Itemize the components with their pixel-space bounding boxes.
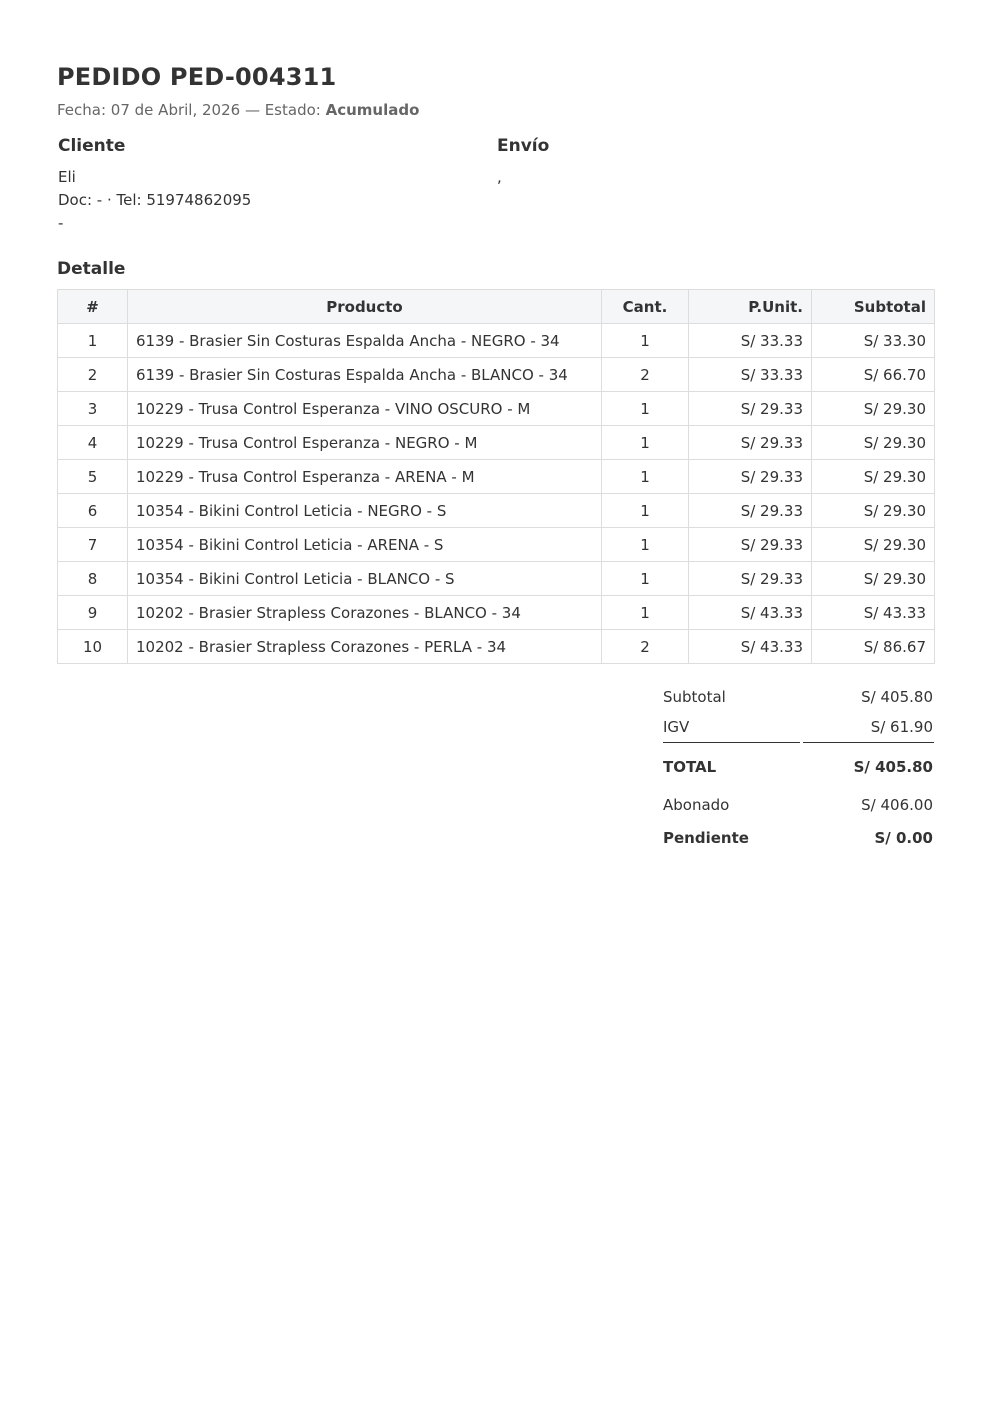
- cell-subtotal: S/ 29.30: [812, 392, 935, 426]
- cell-num: 9: [58, 596, 128, 630]
- table-header-row: [58, 290, 935, 324]
- table-row: [58, 358, 935, 392]
- col-header-qty: Cant.: [602, 290, 689, 324]
- cell-subtotal: S/ 29.30: [812, 528, 935, 562]
- cell-subtotal: S/ 66.70: [812, 358, 935, 392]
- cell-qty: 2: [602, 630, 689, 664]
- order-document: [57, 62, 935, 847]
- order-meta: [57, 100, 935, 120]
- shipping-block: [497, 134, 549, 189]
- cell-num: 3: [58, 392, 128, 426]
- table-row: [58, 562, 935, 596]
- col-header-num: #: [58, 290, 128, 324]
- col-header-subtotal: Subtotal: [812, 290, 935, 324]
- cell-product: 10354 - Bikini Control Leticia - BLANCO - S: [128, 562, 602, 596]
- igv-value: S/ 61.90: [870, 718, 933, 736]
- cell-qty: 1: [602, 562, 689, 596]
- cell-subtotal: S/ 29.30: [812, 562, 935, 596]
- order-date: Fecha: 07 de Abril, 2026 — Estado:: [57, 101, 326, 119]
- cell-unit-price: S/ 29.33: [689, 494, 812, 528]
- table-row: [58, 426, 935, 460]
- cell-unit-price: S/ 33.33: [689, 324, 812, 358]
- cell-num: 4: [58, 426, 128, 460]
- cell-product: 10202 - Brasier Strapless Corazones - PERLA - 34: [128, 630, 602, 664]
- parties-section: [57, 134, 935, 254]
- divider-right: [803, 742, 934, 743]
- items-table: [57, 289, 935, 664]
- cell-subtotal: S/ 43.33: [812, 596, 935, 630]
- igv-row: [662, 712, 935, 742]
- table-row: [58, 528, 935, 562]
- client-name: Eli: [58, 168, 76, 186]
- client-block: [58, 134, 251, 235]
- cell-subtotal: S/ 33.30: [812, 324, 935, 358]
- total-row: [662, 752, 935, 782]
- abonado-value: S/ 406.00: [861, 796, 933, 814]
- page-title: PEDIDO PED-004311: [57, 63, 337, 91]
- divider-left: [663, 742, 800, 743]
- cell-product: 10229 - Trusa Control Esperanza - NEGRO - M: [128, 426, 602, 460]
- totals-block: [662, 682, 935, 856]
- cell-product: 10229 - Trusa Control Esperanza - ARENA - M: [128, 460, 602, 494]
- subtotal-value: S/ 405.80: [861, 688, 933, 706]
- totals-divider: [662, 742, 935, 744]
- cell-product: 10354 - Bikini Control Leticia - ARENA - S: [128, 528, 602, 562]
- cell-unit-price: S/ 43.33: [689, 596, 812, 630]
- pendiente-row: [662, 820, 935, 856]
- table-row: [58, 494, 935, 528]
- cell-product: 6139 - Brasier Sin Costuras Espalda Ancha - NEGRO - 34: [128, 324, 602, 358]
- cell-unit-price: S/ 33.33: [689, 358, 812, 392]
- table-row: [58, 324, 935, 358]
- cell-unit-price: S/ 29.33: [689, 528, 812, 562]
- cell-num: 10: [58, 630, 128, 664]
- pendiente-label: Pendiente: [663, 829, 749, 847]
- cell-qty: 1: [602, 596, 689, 630]
- total-label: TOTAL: [663, 758, 717, 776]
- cell-unit-price: S/ 43.33: [689, 630, 812, 664]
- cell-qty: 1: [602, 324, 689, 358]
- cell-unit-price: S/ 29.33: [689, 426, 812, 460]
- cell-product: 10202 - Brasier Strapless Corazones - BLANCO - 34: [128, 596, 602, 630]
- col-header-product: Producto: [128, 290, 602, 324]
- cell-qty: 2: [602, 358, 689, 392]
- cell-qty: 1: [602, 528, 689, 562]
- client-doc-tel: Doc: - · Tel: 51974862095: [58, 191, 252, 209]
- table-row: [58, 460, 935, 494]
- subtotal-label: Subtotal: [663, 688, 726, 706]
- cell-num: 5: [58, 460, 128, 494]
- client-extra: -: [58, 214, 64, 232]
- cell-num: 2: [58, 358, 128, 392]
- cell-unit-price: S/ 29.33: [689, 460, 812, 494]
- cell-product: 10354 - Bikini Control Leticia - NEGRO - S: [128, 494, 602, 528]
- shipping-address: ,: [497, 168, 502, 186]
- igv-label: IGV: [663, 718, 690, 736]
- cell-qty: 1: [602, 426, 689, 460]
- subtotal-row: [662, 682, 935, 712]
- table-row: [58, 596, 935, 630]
- col-header-unit-price: P.Unit.: [689, 290, 812, 324]
- cell-subtotal: S/ 29.30: [812, 460, 935, 494]
- cell-qty: 1: [602, 460, 689, 494]
- cell-product: 10229 - Trusa Control Esperanza - VINO OSCURO - M: [128, 392, 602, 426]
- cell-unit-price: S/ 29.33: [689, 392, 812, 426]
- shipping-heading: Envío: [497, 136, 550, 156]
- cell-subtotal: S/ 29.30: [812, 494, 935, 528]
- total-value: S/ 405.80: [853, 758, 933, 776]
- client-heading: Cliente: [58, 136, 126, 156]
- cell-subtotal: S/ 86.67: [812, 630, 935, 664]
- abonado-label: Abonado: [663, 796, 730, 814]
- cell-num: 1: [58, 324, 128, 358]
- cell-num: 8: [58, 562, 128, 596]
- cell-qty: 1: [602, 494, 689, 528]
- abonado-row: [662, 790, 935, 820]
- cell-product: 6139 - Brasier Sin Costuras Espalda Ancha - BLANCO - 34: [128, 358, 602, 392]
- cell-qty: 1: [602, 392, 689, 426]
- table-row: [58, 630, 935, 664]
- cell-num: 6: [58, 494, 128, 528]
- cell-num: 7: [58, 528, 128, 562]
- pendiente-value: S/ 0.00: [874, 829, 933, 847]
- cell-unit-price: S/ 29.33: [689, 562, 812, 596]
- table-row: [58, 392, 935, 426]
- status-badge: Acumulado: [325, 101, 420, 119]
- cell-subtotal: S/ 29.30: [812, 426, 935, 460]
- detail-heading: Detalle: [57, 259, 126, 279]
